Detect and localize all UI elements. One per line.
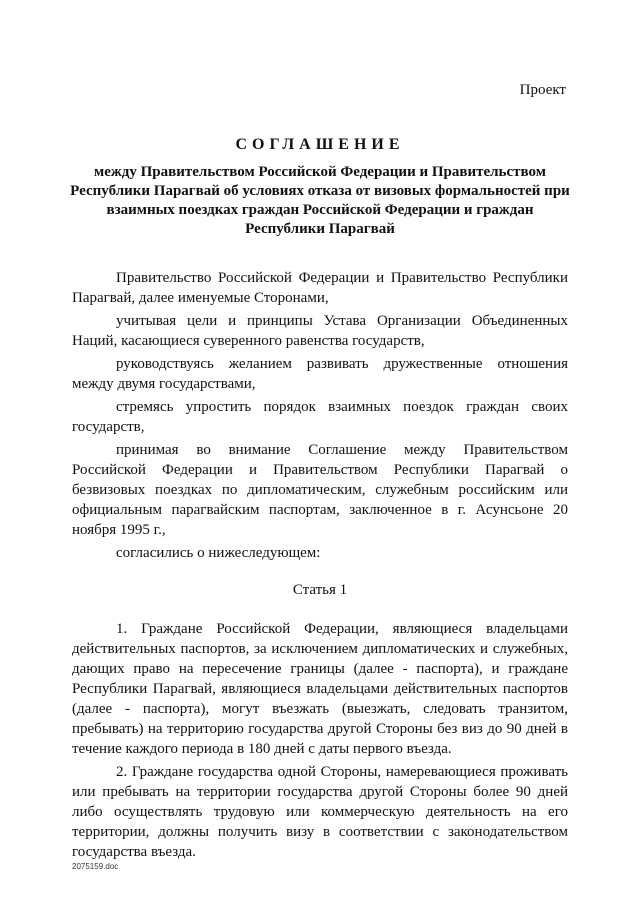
preamble-paragraph: согласились о нижеследующем: — [116, 545, 321, 561]
preamble-paragraph: учитывая цели и принципы Устава Организации Объединенных Наций, касающиеся суверенного равенства государств, — [72, 313, 568, 349]
article-paragraph: 2. Граждане государства одной Стороны, намеревающиеся проживать или пребывать на территории государства другой Стороны более 90 дней либо осуществлять трудовую или коммерческую деятельность на его территории, должны получить визу в соответствии с законодательством государства въезда. — [72, 764, 568, 860]
document-title: СОГЛАШЕНИЕ — [235, 136, 405, 153]
article-paragraph: 1. Граждане Российской Федерации, являющиеся владельцами действительных паспортов, за исключением дипломатических и служебных, дающих право на пересечение границы (далее - паспорта), и граждане Республики Парагвай, являющиеся владельцами действительных паспортов (далее - паспорта), могут въезжать (выезжать, следовать транзитом, пребывать) на территорию государства другой Стороны без виз до 90 дней в течение каждого периода в 180 дней с даты первого въезда. — [72, 621, 568, 757]
draft-label: Проект — [519, 82, 566, 98]
footer-filename: 2075159.doc — [72, 862, 119, 871]
document-subtitle: между Правительством Российской Федерации и Правительством Республики Парагвай об условиях отказа от визовых формальностей при взаимных поездках граждан Российской Федерации и граждан Республики Парагвай — [70, 164, 570, 237]
document-body — [72, 268, 568, 865]
preamble-paragraph: стремясь упростить порядок взаимных поездок граждан своих государств, — [72, 399, 568, 435]
preamble-paragraph: руководствуясь желанием развивать дружественные отношения между двумя государствами, — [72, 356, 568, 392]
preamble-paragraph: Правительство Российской Федерации и Правительство Республики Парагвай, далее именуемые Сторонами, — [72, 270, 568, 306]
preamble-paragraph: принимая во внимание Соглашение между Правительством Российской Федерации и Правительством Республики Парагвай о безвизовых поездках по дипломатическим, служебным российским или официальным парагвайским паспортам, заключенное в г. Асунсьоне 20 ноября 1995 г., — [72, 442, 568, 538]
article-body — [72, 619, 568, 862]
article-heading: Статья 1 — [292, 582, 348, 598]
